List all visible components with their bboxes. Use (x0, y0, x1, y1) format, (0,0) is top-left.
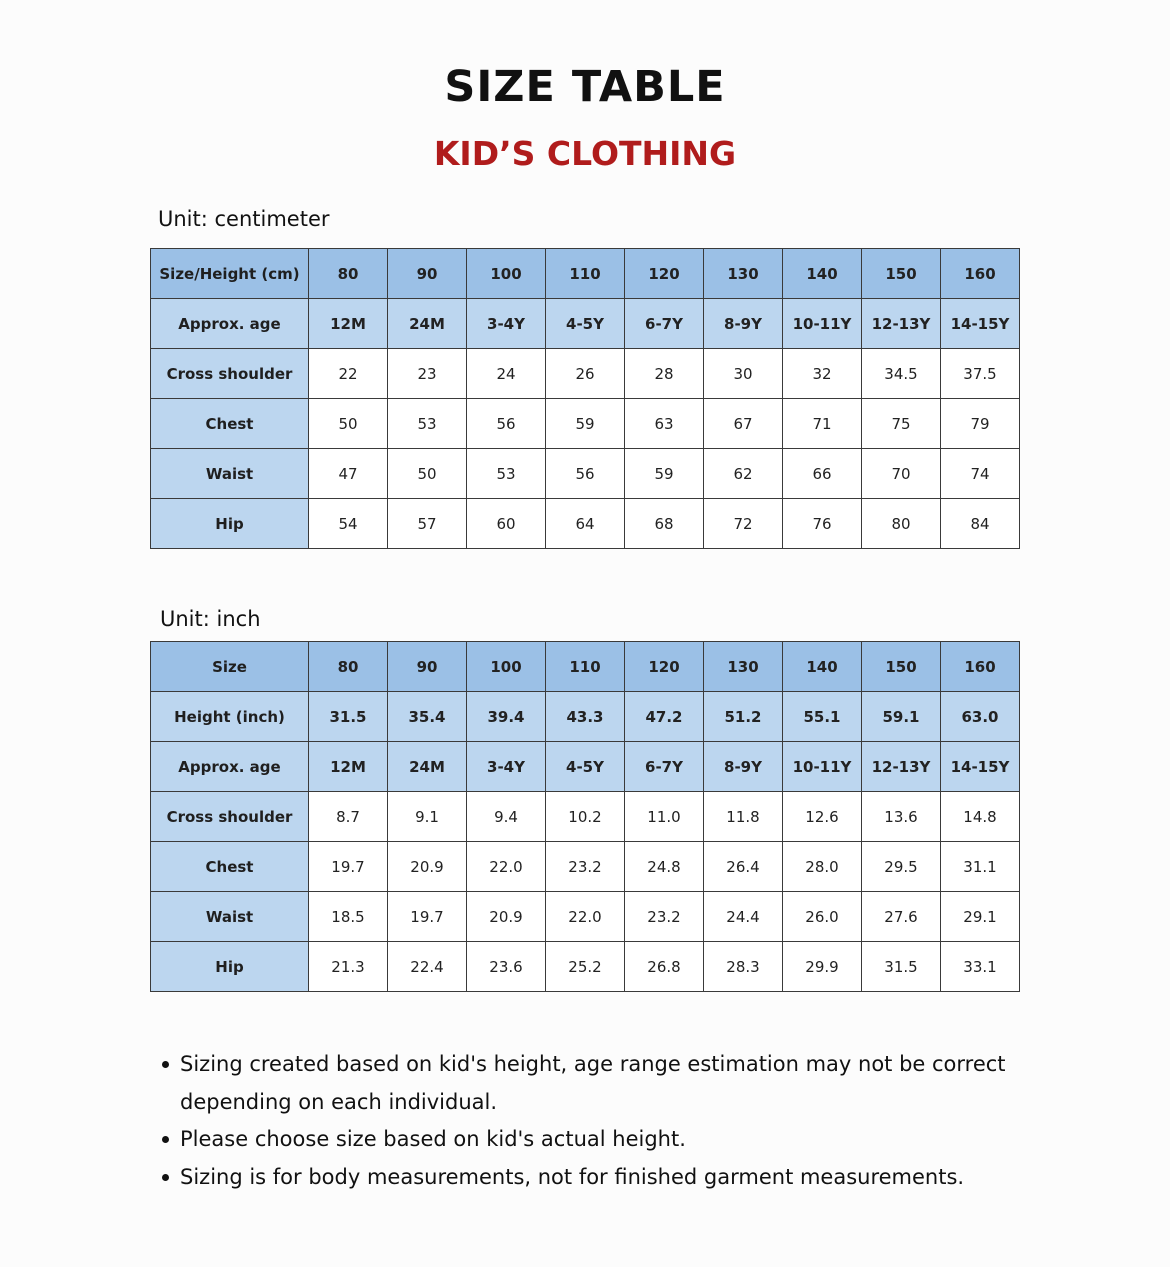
table-cell: 8-9Y (704, 299, 783, 349)
table-cell: 31.5 (862, 942, 941, 992)
table-cell: 80 (309, 249, 388, 299)
table-cell: 3-4Y (467, 299, 546, 349)
table-cell: 3-4Y (467, 742, 546, 792)
table-cell: 39.4 (467, 692, 546, 742)
table-cell: 120 (625, 642, 704, 692)
table-cell: 29.9 (783, 942, 862, 992)
table-cell: 24M (388, 742, 467, 792)
table-cell: 120 (625, 249, 704, 299)
table-cell: 8.7 (309, 792, 388, 842)
row-label-cell: Approx. age (151, 299, 309, 349)
table-row (151, 299, 1020, 349)
table-row (151, 792, 1020, 842)
table-cell: 74 (941, 449, 1020, 499)
table-cell: 57 (388, 499, 467, 549)
table-cell: 59 (546, 399, 625, 449)
row-label-cell: Chest (151, 399, 309, 449)
table-cell: 10.2 (546, 792, 625, 842)
unit-label-centimeter: Unit: centimeter (158, 207, 330, 231)
table-cell: 22 (309, 349, 388, 399)
table-cell: 10-11Y (783, 299, 862, 349)
table-cell: 28 (625, 349, 704, 399)
table-cell: 9.1 (388, 792, 467, 842)
table-cell: 110 (546, 642, 625, 692)
table-cell: 53 (388, 399, 467, 449)
table-cell: 56 (546, 449, 625, 499)
table-row (151, 692, 1020, 742)
table-row (151, 892, 1020, 942)
table-cell: 4-5Y (546, 299, 625, 349)
row-label-cell: Size (151, 642, 309, 692)
table-cell: 31.5 (309, 692, 388, 742)
table-cell: 55.1 (783, 692, 862, 742)
table-cell: 68 (625, 499, 704, 549)
page-subtitle: KID’S CLOTHING (433, 134, 737, 173)
table-cell: 160 (941, 249, 1020, 299)
table-cell: 79 (941, 399, 1020, 449)
table-cell: 32 (783, 349, 862, 399)
row-label-cell: Height (inch) (151, 692, 309, 742)
table-cell: 64 (546, 499, 625, 549)
table-cell: 130 (704, 249, 783, 299)
row-label-cell: Waist (151, 892, 309, 942)
table-cell: 29.5 (862, 842, 941, 892)
table-cell: 90 (388, 249, 467, 299)
table-cell: 26 (546, 349, 625, 399)
table-cell: 23.2 (546, 842, 625, 892)
table-cell: 24.4 (704, 892, 783, 942)
table-cell: 14-15Y (941, 299, 1020, 349)
table-cell: 72 (704, 499, 783, 549)
table-cell: 14-15Y (941, 742, 1020, 792)
table-cell: 50 (388, 449, 467, 499)
size-table-inch (150, 641, 1020, 992)
table-cell: 100 (467, 249, 546, 299)
table-cell: 37.5 (941, 349, 1020, 399)
table-cell: 75 (862, 399, 941, 449)
table-cell: 34.5 (862, 349, 941, 399)
table-cell: 19.7 (309, 842, 388, 892)
table-cell: 13.6 (862, 792, 941, 842)
row-label-cell: Approx. age (151, 742, 309, 792)
table-cell: 90 (388, 642, 467, 692)
table-cell: 140 (783, 642, 862, 692)
row-label-cell: Cross shoulder (151, 349, 309, 399)
table-row (151, 399, 1020, 449)
table-cell: 80 (862, 499, 941, 549)
table-cell: 43.3 (546, 692, 625, 742)
table-cell: 27.6 (862, 892, 941, 942)
table-cell: 26.4 (704, 842, 783, 892)
table-cell: 20.9 (467, 892, 546, 942)
table-cell: 63.0 (941, 692, 1020, 742)
table-cell: 9.4 (467, 792, 546, 842)
table-row (151, 742, 1020, 792)
table-cell: 23 (388, 349, 467, 399)
table-cell: 150 (862, 249, 941, 299)
row-label-cell: Chest (151, 842, 309, 892)
table-cell: 110 (546, 249, 625, 299)
table-cell: 140 (783, 249, 862, 299)
row-label-cell: Waist (151, 449, 309, 499)
table-cell: 12-13Y (862, 299, 941, 349)
table-row (151, 449, 1020, 499)
size-table-inch-container (150, 641, 1020, 992)
table-cell: 24.8 (625, 842, 704, 892)
row-label-cell: Hip (151, 942, 309, 992)
table-cell: 24M (388, 299, 467, 349)
table-cell: 30 (704, 349, 783, 399)
table-cell: 53 (467, 449, 546, 499)
table-cell: 22.0 (467, 842, 546, 892)
table-cell: 63 (625, 399, 704, 449)
table-row (151, 942, 1020, 992)
table-cell: 31.1 (941, 842, 1020, 892)
table-cell: 100 (467, 642, 546, 692)
table-cell: 6-7Y (625, 742, 704, 792)
table-cell: 22.4 (388, 942, 467, 992)
table-cell: 51.2 (704, 692, 783, 742)
table-cell: 35.4 (388, 692, 467, 742)
table-cell: 11.8 (704, 792, 783, 842)
row-label-cell: Hip (151, 499, 309, 549)
table-cell: 12M (309, 742, 388, 792)
table-cell: 160 (941, 642, 1020, 692)
table-cell: 25.2 (546, 942, 625, 992)
table-cell: 21.3 (309, 942, 388, 992)
table-row (151, 349, 1020, 399)
unit-label-inch: Unit: inch (160, 607, 261, 631)
sizing-notes-list (160, 1046, 1040, 1196)
table-cell: 59 (625, 449, 704, 499)
table-cell: 66 (783, 449, 862, 499)
table-cell: 23.6 (467, 942, 546, 992)
table-row (151, 249, 1020, 299)
table-cell: 50 (309, 399, 388, 449)
sizing-note: Sizing created based on kid's height, age range estimation may not be correct depending on each individual. (160, 1046, 1040, 1121)
table-cell: 130 (704, 642, 783, 692)
table-cell: 12.6 (783, 792, 862, 842)
table-cell: 8-9Y (704, 742, 783, 792)
table-cell: 33.1 (941, 942, 1020, 992)
table-cell: 6-7Y (625, 299, 704, 349)
table-cell: 76 (783, 499, 862, 549)
table-cell: 11.0 (625, 792, 704, 842)
table-cell: 67 (704, 399, 783, 449)
table-cell: 12M (309, 299, 388, 349)
table-cell: 19.7 (388, 892, 467, 942)
table-cell: 62 (704, 449, 783, 499)
table-row (151, 499, 1020, 549)
table-cell: 28.0 (783, 842, 862, 892)
row-label-cell: Cross shoulder (151, 792, 309, 842)
sizing-note: Please choose size based on kid's actual height. (160, 1121, 1040, 1159)
table-cell: 80 (309, 642, 388, 692)
table-cell: 29.1 (941, 892, 1020, 942)
table-cell: 54 (309, 499, 388, 549)
table-cell: 47.2 (625, 692, 704, 742)
table-cell: 70 (862, 449, 941, 499)
table-cell: 150 (862, 642, 941, 692)
table-cell: 14.8 (941, 792, 1020, 842)
table-cell: 60 (467, 499, 546, 549)
table-cell: 20.9 (388, 842, 467, 892)
table-cell: 18.5 (309, 892, 388, 942)
table-cell: 4-5Y (546, 742, 625, 792)
table-cell: 28.3 (704, 942, 783, 992)
table-cell: 59.1 (862, 692, 941, 742)
size-table-centimeter (150, 248, 1020, 549)
table-cell: 12-13Y (862, 742, 941, 792)
size-table-centimeter-container (150, 248, 1020, 549)
table-cell: 26.0 (783, 892, 862, 942)
table-cell: 26.8 (625, 942, 704, 992)
table-cell: 56 (467, 399, 546, 449)
table-cell: 22.0 (546, 892, 625, 942)
sizing-note: Sizing is for body measurements, not for finished garment measurements. (160, 1159, 1040, 1197)
table-cell: 84 (941, 499, 1020, 549)
table-cell: 71 (783, 399, 862, 449)
table-row (151, 842, 1020, 892)
table-cell: 23.2 (625, 892, 704, 942)
table-cell: 10-11Y (783, 742, 862, 792)
row-label-cell: Size/Height (cm) (151, 249, 309, 299)
table-cell: 24 (467, 349, 546, 399)
table-row (151, 642, 1020, 692)
page-title: SIZE TABLE (444, 62, 726, 112)
table-cell: 47 (309, 449, 388, 499)
